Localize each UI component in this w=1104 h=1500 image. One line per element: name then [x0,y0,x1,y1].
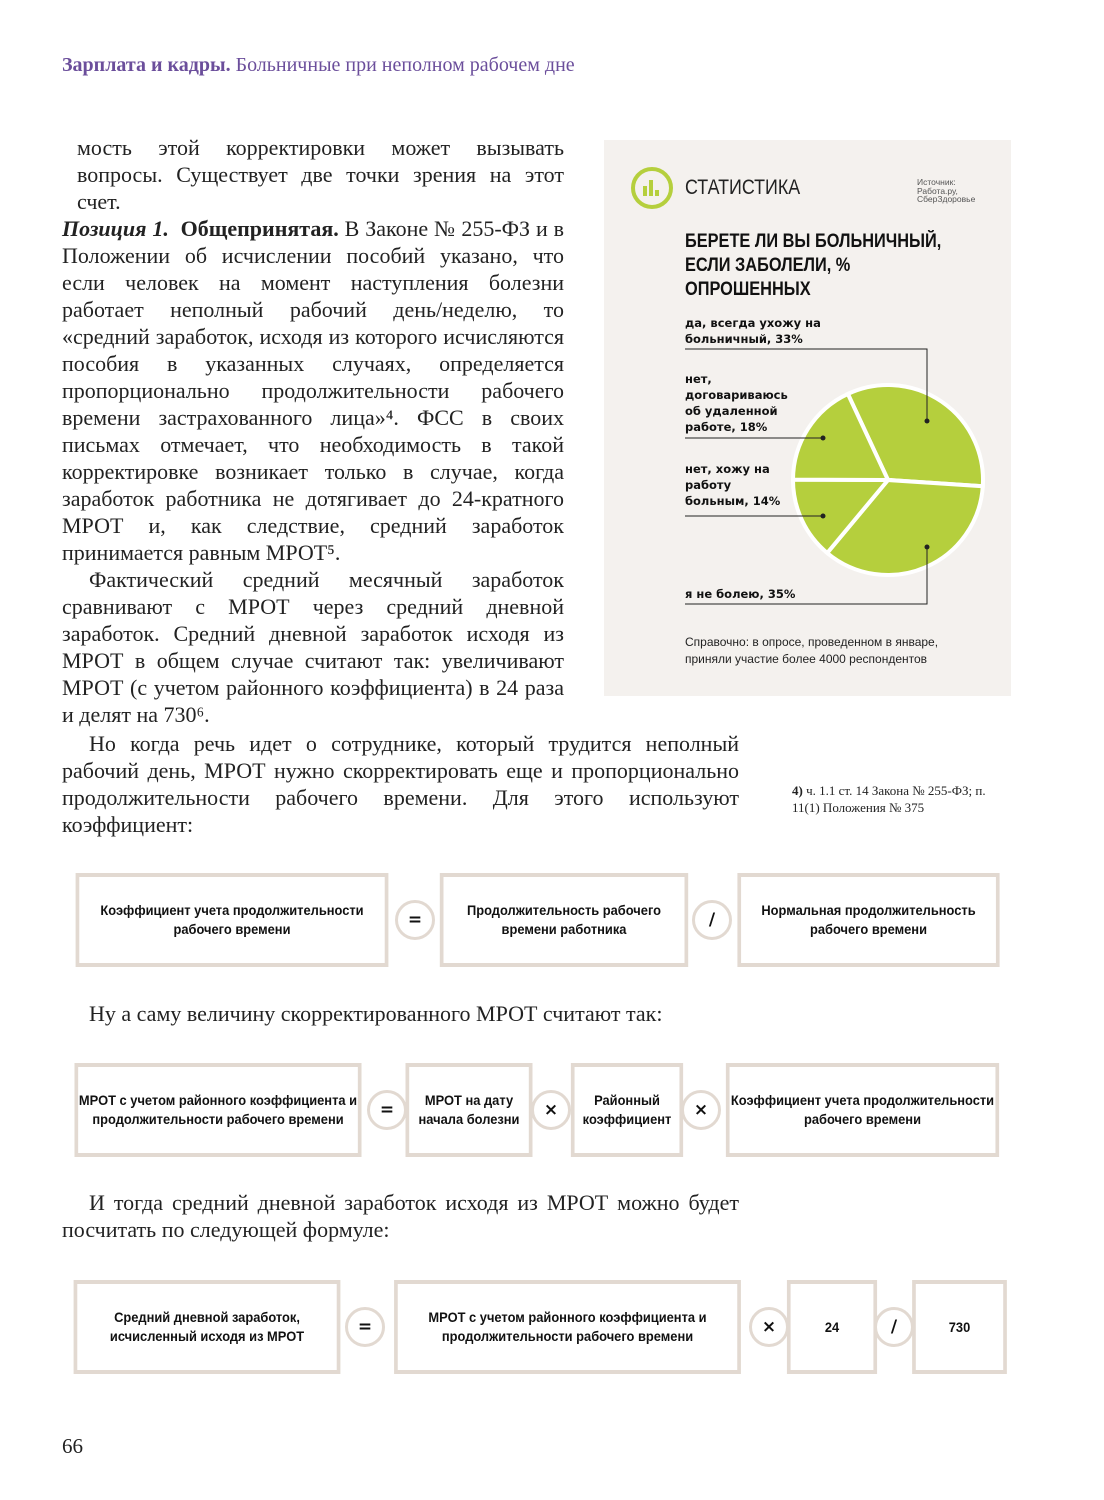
formula-box: Нормальная продолжительность рабочего времени [737,873,999,967]
slice-label-yes: да, всегда ухожу на больничный, 33% [685,316,821,346]
equals-operator: = [395,900,435,940]
leader-dot [821,436,826,441]
multiply-operator: × [681,1090,721,1130]
paragraph: мость этой корректировки может вызывать вопросы. Существует две точки зрения на этот счет. [77,135,564,214]
formula-box: МРОТ с учетом районного коэффициента и продолжительности рабочего времени [394,1280,741,1374]
paragraph: Ну а саму величину скорректированного МРОТ считают так: [89,1001,663,1026]
formula-box: 24 [787,1280,877,1374]
formula-box: Коэффициент учета продолжительности рабочего времени [726,1063,999,1157]
stat-source: Источник: Работа.ру, СберЗдоровье [917,177,976,204]
equals-operator: = [345,1307,385,1347]
running-header [62,54,575,77]
equals-operator: = [367,1090,407,1130]
position-title: Общепринятая. [180,216,339,241]
formula-box: Районный коэффициент [571,1063,683,1157]
multiply-operator: × [531,1090,571,1130]
slice-label-remote: нет, договариваюсь об удаленной работе, 18% [685,372,788,434]
paragraph: Фактический средний месячный заработок сравнивают с МРОТ через средний дневной заработок. Средний дневной заработок исходя из МРОТ в общем случае считают так: увеличивают МРОТ (с учетом районного коэффициента) в 24 раза и делят на 730⁶. [62,567,564,727]
formula-box: МРОТ с учетом районного коэффициента и продолжительности рабочего времени [74,1063,361,1157]
multiply-operator: × [749,1307,789,1347]
pie-chart [604,140,1011,696]
formula-box: Коэффициент учета продолжительности рабочего времени [76,873,389,967]
footnote-number: 4) [792,783,803,798]
formula-box: 730 [912,1280,1007,1374]
chart-title: БЕРЕТЕ ЛИ ВЫ БОЛЬНИЧНЫЙ, ЕСЛИ ЗАБОЛЕЛИ, % ОПРОШЕННЫХ [685,231,942,300]
formula-box: Продолжительность рабочего времени работника [440,873,688,967]
divide-operator: / [692,900,732,940]
formula-box: МРОТ на дату начала болезни [406,1063,533,1157]
slice-label-never-sick: я не болею, 35% [685,587,796,601]
footnote-text: ч. 1.1 ст. 14 Закона № 255-ФЗ; п. 11(1) Положения № 375 [792,783,986,815]
page-number: 66 [62,1434,83,1458]
stat-note: Справочно: в опросе, проведенном в январе, приняли участие более 4000 респондентов [685,635,939,666]
paragraph: Но когда речь идет о сотруднике, который трудится неполный рабочий день, МРОТ нужно скорректировать еще и пропорционально продолжительности рабочего времени. Для этого используют коэффициент: [62,731,739,837]
position-label: Позиция 1. [62,216,169,241]
leader-dot [821,514,826,519]
paragraph-position-1 [62,215,564,728]
footnote [792,782,1002,816]
slice-label-work-sick: нет, хожу на работу больным, 14% [685,462,781,508]
paragraph: И тогда средний дневной заработок исходя из МРОТ можно будет посчитать по следующей формуле: [62,1190,739,1242]
leader-dot [925,419,930,424]
statistics-box [604,140,1011,696]
section-name: Зарплата и кадры. [62,54,231,76]
divide-operator: / [874,1307,914,1347]
leader-dot [925,545,930,550]
stat-heading: СТАТИСТИКА [685,176,801,199]
paragraph-text: В Законе № 255-ФЗ и в Положении об исчислении пособий указано, что если человек на момент наступления болезни работает неполный рабочий день/неделю, то «средний заработок, исходя из которого исчисляются пособия в указанных случаях, определяется пропорционально продолжительности рабочего времени застрахованного лица»⁴. ФСС в своих письмах отмечает, что необходимость в такой корректировке возникает только в случае, когда заработок работника не дотягивает до 24-кратного МРОТ и, как следствие, средний заработок принимается равным МРОТ⁵. [62,216,565,565]
header-title: Больничные при неполном рабочем дне [235,54,575,76]
formula-box: Средний дневной заработок, исчисленный исходя из МРОТ [74,1280,341,1374]
